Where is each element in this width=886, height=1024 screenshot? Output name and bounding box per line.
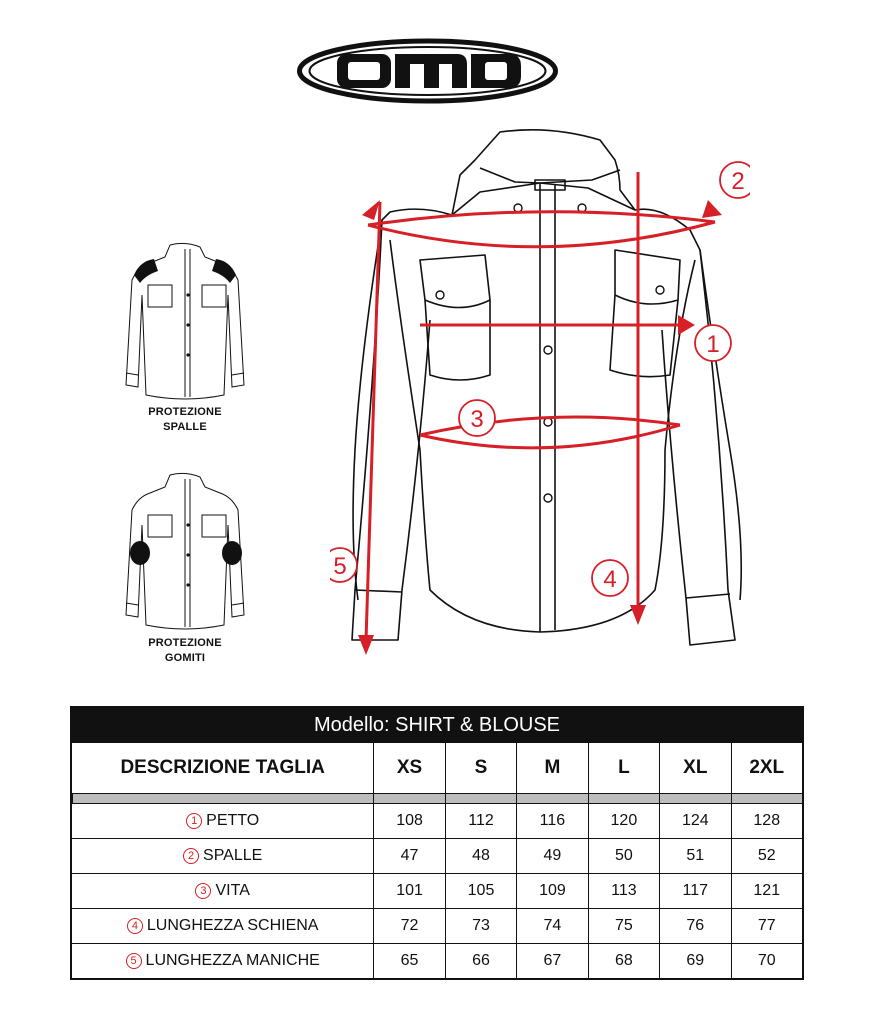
table-row xyxy=(72,908,802,943)
size-value-cell: 109 xyxy=(516,874,587,908)
column-header: XS xyxy=(373,743,444,793)
row-label-text: LUNGHEZZA MANICHE xyxy=(145,952,320,969)
size-value-cell: 70 xyxy=(731,944,802,978)
elbow-protection-thumbnail xyxy=(120,465,250,637)
size-value-cell: 75 xyxy=(588,909,659,943)
table-separator xyxy=(72,793,802,803)
row-number-badge: 2 xyxy=(183,848,199,864)
table-title: Modello: SHIRT & BLOUSE xyxy=(72,708,802,742)
row-label-text: LUNGHEZZA SCHIENA xyxy=(146,917,319,934)
marker-4: 4 xyxy=(603,566,617,593)
table-header-row xyxy=(72,742,802,793)
size-value-cell: 52 xyxy=(731,839,802,873)
row-label xyxy=(72,874,373,908)
row-label-text: SPALLE xyxy=(203,847,263,864)
table-row xyxy=(72,803,802,838)
size-value-cell: 72 xyxy=(373,909,444,943)
size-value-cell: 73 xyxy=(445,909,516,943)
size-value-cell: 108 xyxy=(373,804,444,838)
row-number-badge: 5 xyxy=(126,953,142,969)
marker-5: 5 xyxy=(333,553,347,580)
size-value-cell: 48 xyxy=(445,839,516,873)
column-header: M xyxy=(516,743,587,793)
size-value-cell: 124 xyxy=(659,804,730,838)
marker-3: 3 xyxy=(470,406,484,433)
sleeve-length-line xyxy=(366,202,380,640)
size-value-cell: 113 xyxy=(588,874,659,908)
row-label xyxy=(72,804,373,838)
column-header: S xyxy=(445,743,516,793)
row-label-text: VITA xyxy=(215,882,250,899)
size-value-cell: 120 xyxy=(588,804,659,838)
size-value-cell: 68 xyxy=(588,944,659,978)
size-value-cell: 105 xyxy=(445,874,516,908)
table-row xyxy=(72,943,802,978)
row-label xyxy=(72,839,373,873)
size-value-cell: 77 xyxy=(731,909,802,943)
column-header: DESCRIZIONE TAGLIA xyxy=(120,757,325,778)
size-value-cell: 76 xyxy=(659,909,730,943)
table-row xyxy=(72,838,802,873)
size-value-cell: 67 xyxy=(516,944,587,978)
marker-2: 2 xyxy=(731,168,745,195)
row-label-text: PETTO xyxy=(206,812,260,829)
row-label xyxy=(72,944,373,978)
row-label xyxy=(72,909,373,943)
size-value-cell: 49 xyxy=(516,839,587,873)
column-header: L xyxy=(588,743,659,793)
column-header: 2XL xyxy=(731,743,802,793)
size-value-cell: 51 xyxy=(659,839,730,873)
size-value-cell: 65 xyxy=(373,944,444,978)
shoulder-protection-thumbnail xyxy=(120,235,250,407)
size-value-cell: 69 xyxy=(659,944,730,978)
size-value-cell: 116 xyxy=(516,804,587,838)
shirt-buttons xyxy=(436,204,664,502)
size-value-cell: 112 xyxy=(445,804,516,838)
omd-logo xyxy=(295,38,560,104)
size-value-cell: 121 xyxy=(731,874,802,908)
caption-elbow-protection: PROTEZIONE GOMITI xyxy=(148,637,222,664)
row-number-badge: 1 xyxy=(186,813,202,829)
table-row xyxy=(72,873,802,908)
row-number-badge: 4 xyxy=(127,918,143,934)
shirt-measurement-diagram xyxy=(330,120,750,665)
size-value-cell: 66 xyxy=(445,944,516,978)
size-value-cell: 74 xyxy=(516,909,587,943)
marker-1: 1 xyxy=(706,331,720,358)
size-table xyxy=(70,706,804,980)
shirt-outline xyxy=(352,130,741,645)
row-number-badge: 3 xyxy=(195,883,211,899)
column-header: XL xyxy=(659,743,730,793)
size-value-cell: 117 xyxy=(659,874,730,908)
size-value-cell: 47 xyxy=(373,839,444,873)
size-value-cell: 101 xyxy=(373,874,444,908)
size-value-cell: 128 xyxy=(731,804,802,838)
caption-shoulder-protection: PROTEZIONE SPALLE xyxy=(148,406,222,433)
size-value-cell: 50 xyxy=(588,839,659,873)
